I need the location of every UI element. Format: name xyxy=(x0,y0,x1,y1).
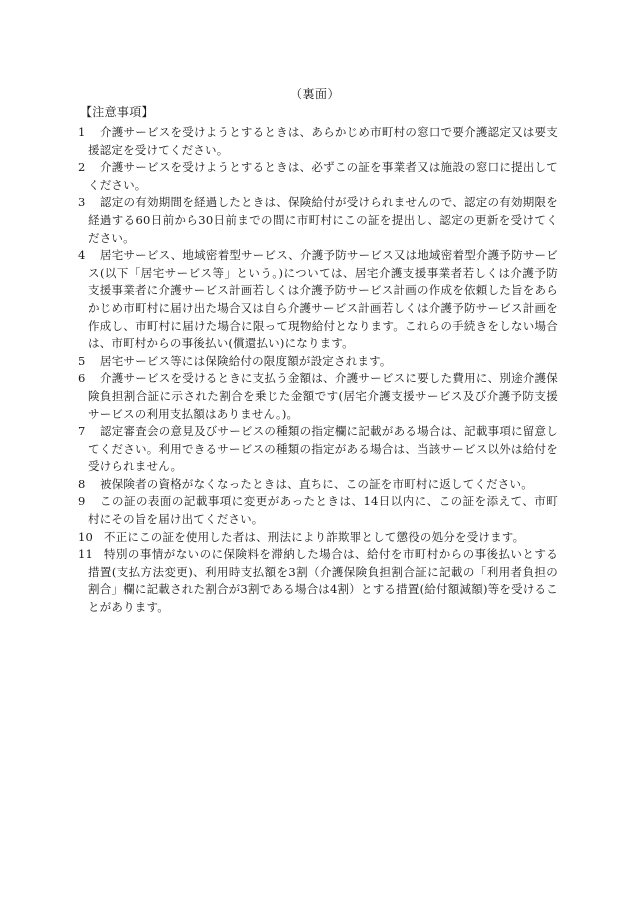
note-number: 2 xyxy=(78,160,86,175)
note-text: 介護サービスを受けようとするときは、あらかじめ市町村の窓口で要介護認定又は要支援認定を受けてください。 xyxy=(88,125,558,157)
note-item-10 xyxy=(78,529,558,547)
note-item-6 xyxy=(78,370,558,423)
note-text: 認定の有効期間を経過したときは、保険給付が受けられませんので、認定の有効期限を経過する60日前から30日前までの間に市町村にこの証を提出し、認定の更新を受けてください。 xyxy=(88,195,558,245)
note-text: 認定審査会の意見及びサービスの種類の指定欄に記載がある場合は、記載事項に留意してください。利用できるサービスの種類の指定がある場合は、当該サービス以外は給付を受けられません。 xyxy=(88,424,558,474)
note-number: 8 xyxy=(78,476,86,491)
note-number: 5 xyxy=(78,353,86,368)
note-text: 不正にこの証を使用した者は、刑法により詐欺罪として懲役の処分を受けます。 xyxy=(104,529,525,544)
note-text: 介護サービスを受けようとするときは、必ずこの証を事業者又は施設の窓口に提出してください。 xyxy=(88,160,558,192)
note-item-1 xyxy=(78,124,558,159)
note-item-2 xyxy=(78,159,558,194)
note-item-7 xyxy=(78,423,558,476)
note-text: 居宅サービス、地域密着型サービス、介護予防サービス又は地域密着型介護予防サービス(以下「居宅サービス等」という。)については、居宅介護支援事業者若しくは介護予防支援事業者に介護サービス計画若しくは介護予防サービス計画の作成を依頼した旨をあらかじめ市町村に届け出た場合又は自ら介護サービス計画若しくは介護予防サービス計画を作成し、市町村に届けた場合に限って現物給付となります。これらの手続きをしない場合は、市町村からの事後払い(償還払い)になります。 xyxy=(88,248,558,351)
note-number: 1 xyxy=(78,125,86,139)
note-number: 6 xyxy=(78,371,86,386)
note-text: この証の表面の記載事項に変更があったときは、14日以内に、この証を添えて、市町村にその旨を届け出てください。 xyxy=(88,494,558,527)
note-number: 9 xyxy=(78,494,86,509)
note-item-11 xyxy=(78,546,558,616)
note-item-8 xyxy=(78,476,558,494)
note-item-9 xyxy=(78,493,558,528)
note-item-4 xyxy=(78,247,558,353)
page-side-title: （裏面） xyxy=(289,87,340,101)
note-text: 特別の事情がないのに保険料を滞納した場合は、給付を市町村からの事後払いとする措置(支払方法変更)、利用時支払額を3割（介護保険負担割合証に記載の「利用者負担の割合」欄に記載された割合が3割である場合は4割）とする措置(給付額減額)等を受けることがあります。 xyxy=(88,547,558,615)
note-text: 被保険者の資格がなくなったときは、直ちに、この証を市町村に返してください。 xyxy=(100,476,533,491)
note-number: 7 xyxy=(78,424,86,439)
note-number: 11 xyxy=(78,547,94,562)
note-number: 3 xyxy=(78,195,86,210)
note-text: 居宅サービス等には保険給付の限度額が設定されます。 xyxy=(100,353,392,368)
note-number: 4 xyxy=(78,248,86,263)
note-item-5 xyxy=(78,353,558,371)
note-item-3 xyxy=(78,194,558,247)
note-text: 介護サービスを受けるときに支払う金額は、介護サービスに要した費用に、別途介護保険負担割合証に示された割合を乗じた金額です(居宅介護支援サービス及び介護予防支援サービスの利用支払額はありません。)。 xyxy=(88,371,558,421)
notes-heading: 【注意事項】 xyxy=(80,105,154,119)
notes-list xyxy=(78,124,558,617)
note-number: 10 xyxy=(78,529,94,544)
